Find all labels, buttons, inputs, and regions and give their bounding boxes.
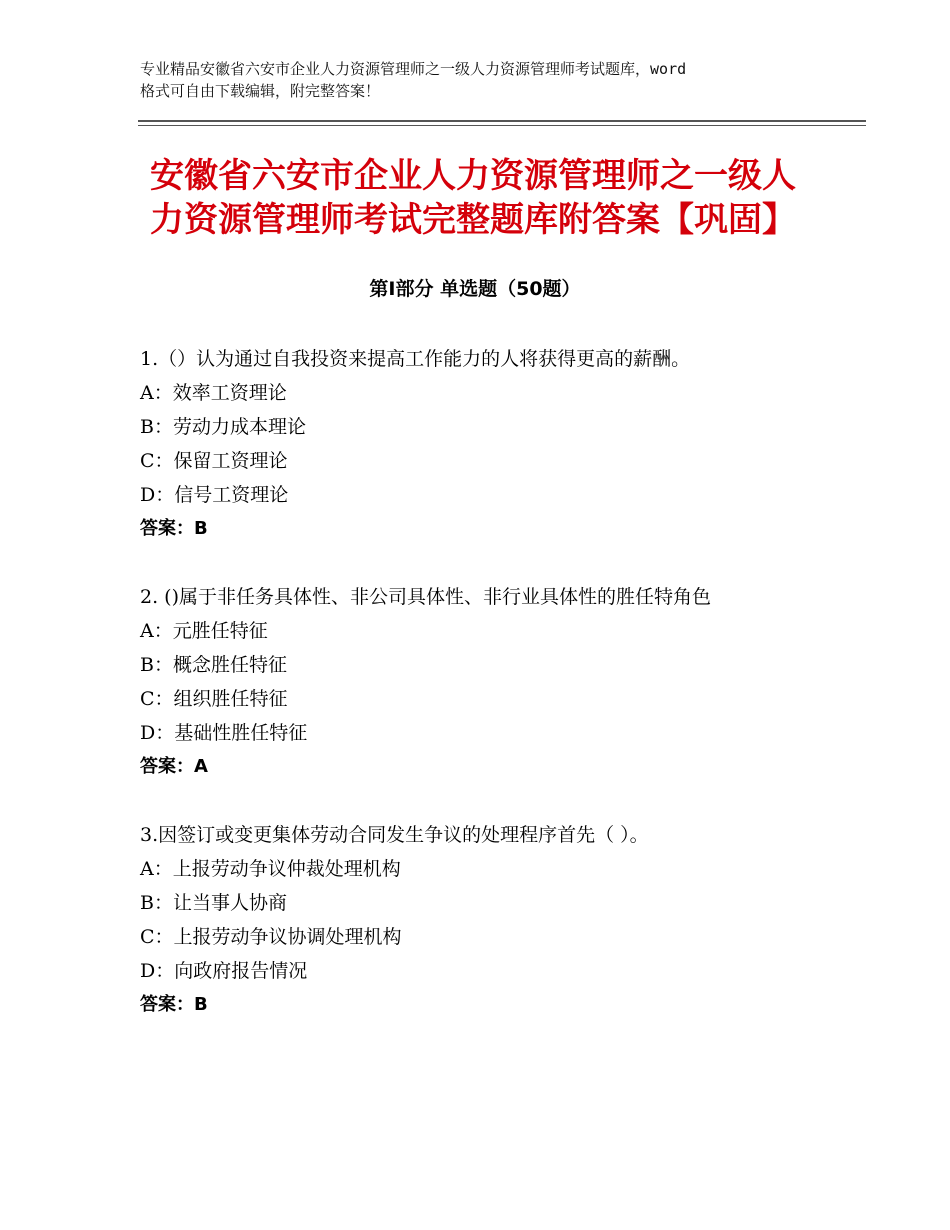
header-note: [140, 58, 840, 102]
section-title: 第Ⅰ部分 单选题（50题）: [369, 278, 581, 300]
question-1-option-a: A：效率工资理论: [140, 382, 287, 404]
header-divider-thin: [138, 125, 866, 126]
question-2-text: 2. ()属于非任务具体性、非公司具体性、非行业具体性的胜任特角色: [140, 586, 711, 608]
question-1-answer: 答案：B: [140, 518, 208, 539]
header-note-line-2: 格式可自由下载编辑，附完整答案！: [140, 82, 381, 100]
question-3-option-d: D：向政府报告情况: [140, 960, 308, 982]
question-3-text: 3.因签订或变更集体劳动合同发生争议的处理程序首先（ ）。: [140, 824, 649, 846]
question-1-option-b: B：劳动力成本理论: [140, 416, 306, 438]
header-note-line-1: 专业精品安徽省六安市企业人力资源管理师之一级人力资源管理师考试题库，word: [140, 60, 687, 78]
question-1: [140, 342, 840, 546]
question-3: [140, 818, 840, 1022]
header-divider-thick: [138, 120, 866, 122]
question-2-option-a: A：元胜任特征: [140, 620, 268, 642]
question-3-option-a: A：上报劳动争议仲裁处理机构: [140, 858, 401, 880]
question-2: [140, 580, 840, 784]
document-title-line-1: 安徽省六安市企业人力资源管理师之一级人: [150, 156, 796, 196]
document-title: [150, 154, 830, 242]
question-2-answer: 答案：A: [140, 756, 208, 777]
question-3-option-c: C：上报劳动争议协调处理机构: [140, 926, 402, 948]
question-3-option-b: B：让当事人协商: [140, 892, 287, 914]
question-2-option-d: D：基础性胜任特征: [140, 722, 308, 744]
question-2-option-c: C：组织胜任特征: [140, 688, 288, 710]
question-1-text: 1.（）认为通过自我投资来提高工作能力的人将获得更高的薪酬。: [140, 348, 691, 370]
document-title-line-2: 力资源管理师考试完整题库附答案【巩固】: [150, 200, 796, 240]
question-1-option-d: D：信号工资理论: [140, 484, 289, 506]
question-3-answer: 答案：B: [140, 994, 208, 1015]
question-2-option-b: B：概念胜任特征: [140, 654, 287, 676]
question-list: [140, 342, 840, 1056]
question-1-option-c: C：保留工资理论: [140, 450, 288, 472]
